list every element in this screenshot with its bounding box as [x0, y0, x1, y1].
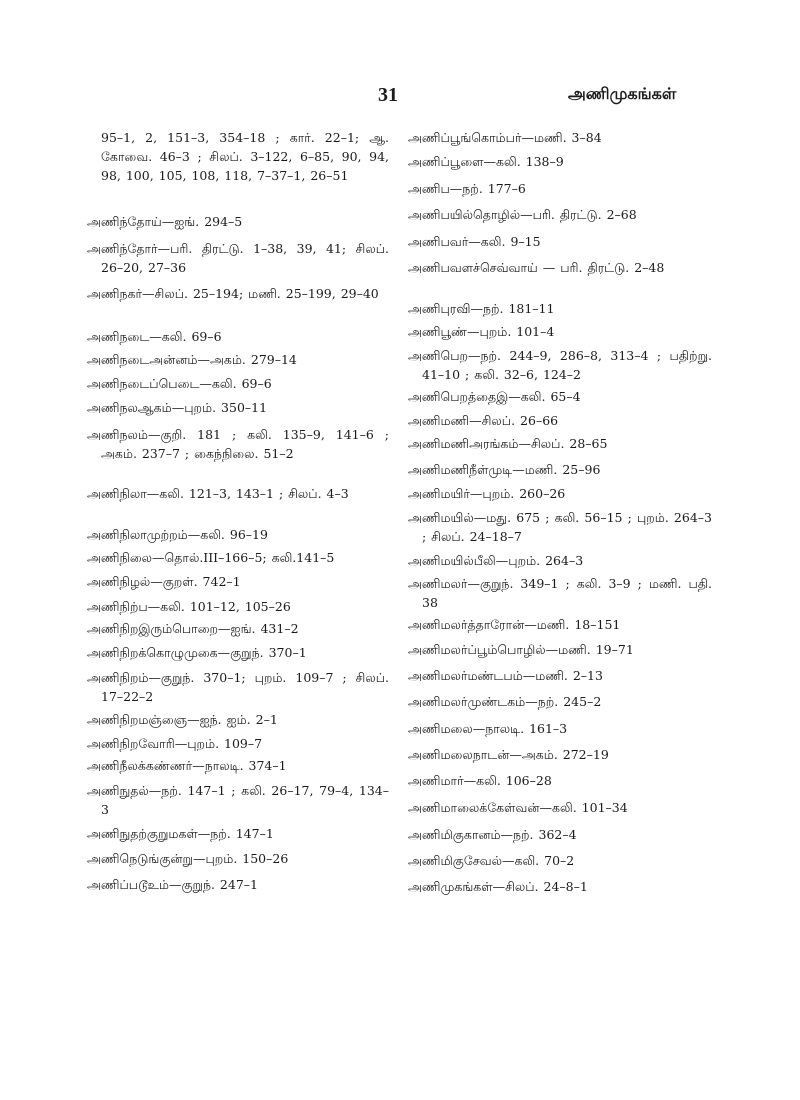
index-entry: அணிநகர்—சிலப். 25–194; மணி. 25–199, 29–40 — [87, 286, 379, 301]
index-entry: அணிபவர்—கலி. 9–15 — [408, 234, 541, 249]
index-entry: அணிநுதற்குறுமகள்—நற். 147–1 — [87, 826, 274, 841]
index-entry: அணிபயில்தொழில்—பரி. திரட்டு. 2–68 — [408, 207, 637, 222]
index-entry: அணிப—நற். 177–6 — [408, 181, 526, 196]
index-entry: அணிமலர்த்தாரோன்—மணி. 18–151 — [408, 617, 621, 632]
index-entry: அணிநிறம்—குறுந். 370–1; புறம். 109–7 ; சிலப். 17–22–2 — [87, 670, 389, 704]
index-entry: அணிநடைஅன்னம்—அகம். 279–14 — [87, 352, 297, 367]
index-entry: அணிப்பூங்கொம்பர்—மணி. 3–84 — [408, 130, 602, 145]
index-entry: அணிநிறவோரி—புறம். 109–7 — [87, 736, 263, 751]
index-entry: அணிபவளச்செவ்வாய் — பரி. திரட்டு. 2–48 — [408, 260, 665, 275]
index-entry: அணிமிகுகானம்—நற். 362–4 — [408, 827, 577, 842]
index-entry: அணிமார்—கலி. 106–28 — [408, 773, 552, 788]
index-entry: அணிநடை—கலி. 69–6 — [87, 329, 222, 344]
index-entry: அணிநிழல்—குறள். 742–1 — [87, 574, 241, 589]
index-entry: அணிநிலா—கலி. 121–3, 143–1 ; சிலப். 4–3 — [87, 486, 349, 501]
index-entry: அணிநிறஇரும்பொறை—ஐங். 431–2 — [87, 621, 299, 636]
index-entry: அணிமயில்பீலி—புறம். 264–3 — [408, 553, 584, 568]
index-entry: அணிமயிர்—புறம். 260–26 — [408, 486, 566, 501]
index-entry: அணிந்தோர்—பரி. திரட்டு. 1–38, 39, 41; சிலப். 26–20, 27–36 — [87, 241, 389, 275]
index-entry: அணிமாலைக்கேள்வன்—கலி. 101–34 — [408, 800, 628, 815]
index-entry: அணிமலர்மண்டபம்—மணி. 2–13 — [408, 668, 603, 683]
index-entry: அணிபெறத்தைஇ—கலி. 65–4 — [408, 389, 581, 404]
index-entry: அணிந்தோய்—ஐங். 294–5 — [87, 214, 243, 229]
index-entry: அணிமணி—சிலப். 26–66 — [408, 413, 559, 428]
index-entry: அணிமலர்ப்பூம்பொழில்—மணி. 19–71 — [408, 642, 634, 657]
index-entry: அணிபூண்—புறம். 101–4 — [408, 324, 555, 339]
index-entry: அணிமிகுசேவல்—கலி. 70–2 — [408, 853, 575, 868]
index-entry: அணிப்படூஉம்—குறுந். 247–1 — [87, 877, 258, 892]
index-entry: அணிநீலக்கண்ணர்—நாலடி. 374–1 — [87, 758, 287, 773]
index-entry: அணிநடைப்பெடை—கலி. 69–6 — [87, 376, 272, 391]
index-entry: அணிப்பூளை—கலி. 138–9 — [408, 154, 564, 169]
index-entry: 95–1, 2, 151–3, 354–18 ; கார். 22–1; ஆ. கோவை. 46–3 ; சிலப். 3–122, 6–85, 90, 94, 98, 100, 105, 108, 118, 7–37–1, 26–51 — [101, 130, 389, 183]
index-entry: அணிநிற்ப—கலி. 101–12, 105–26 — [87, 599, 291, 614]
index-entry: அணிபுரவி—நற். 181–11 — [408, 301, 555, 316]
index-entry: அணிமுகங்கள்—சிலப். 24–8–1 — [408, 879, 588, 894]
index-entry: அணிமலை—நாலடி. 161–3 — [408, 721, 568, 736]
index-entry: அணிநெடுங்குன்று—புறம். 150–26 — [87, 851, 289, 866]
index-entry: அணிநிலாமுற்றம்—கலி. 96–19 — [87, 527, 268, 542]
index-entry: அணிமயில்—மது. 675 ; கலி. 56–15 ; புறம். 264–3 ; சிலப். 24–18–7 — [408, 510, 712, 544]
index-entry: அணிநிலை—தொல்.III–166–5; கலி.141–5 — [87, 550, 335, 565]
index-entry: அணிமணிஅரங்கம்—சிலப். 28–65 — [408, 436, 608, 451]
running-head: அணிமுகங்கள் — [568, 84, 677, 103]
index-entry: அணிநிறமஞ்ஞை—ஐந். ஐம். 2–1 — [87, 712, 278, 727]
index-entry: அணிநுதல்—நற். 147–1 ; கலி. 26–17, 79–4, 134–3 — [87, 783, 389, 817]
index-entry: அணிமலைநாடன்—அகம். 272–19 — [408, 747, 609, 762]
index-entry: அணிபெற—நற். 244–9, 286–8, 313–4 ; பதிற்று. 41–10 ; கலி. 32–6, 124–2 — [408, 348, 712, 382]
index-entry: அணிமலர்—குறுந். 349–1 ; கலி. 3–9 ; மணி. பதி. 38 — [408, 576, 712, 610]
index-entry: அணிநலம்—குறி. 181 ; கலி. 135–9, 141–6 ; அகம். 237–7 ; கைந்நிலை. 51–2 — [87, 427, 389, 461]
page-number: 31 — [378, 84, 398, 106]
index-entry: அணிநிறக்கொழுமுகை—குறுந். 370–1 — [87, 645, 307, 660]
index-entry: அணிநலஆகம்—புறம். 350–11 — [87, 400, 268, 415]
index-entry: அணிமணிநீள்முடி—மணி. 25–96 — [408, 462, 601, 477]
index-entry: அணிமலர்முண்டகம்—நற். 245–2 — [408, 694, 602, 709]
